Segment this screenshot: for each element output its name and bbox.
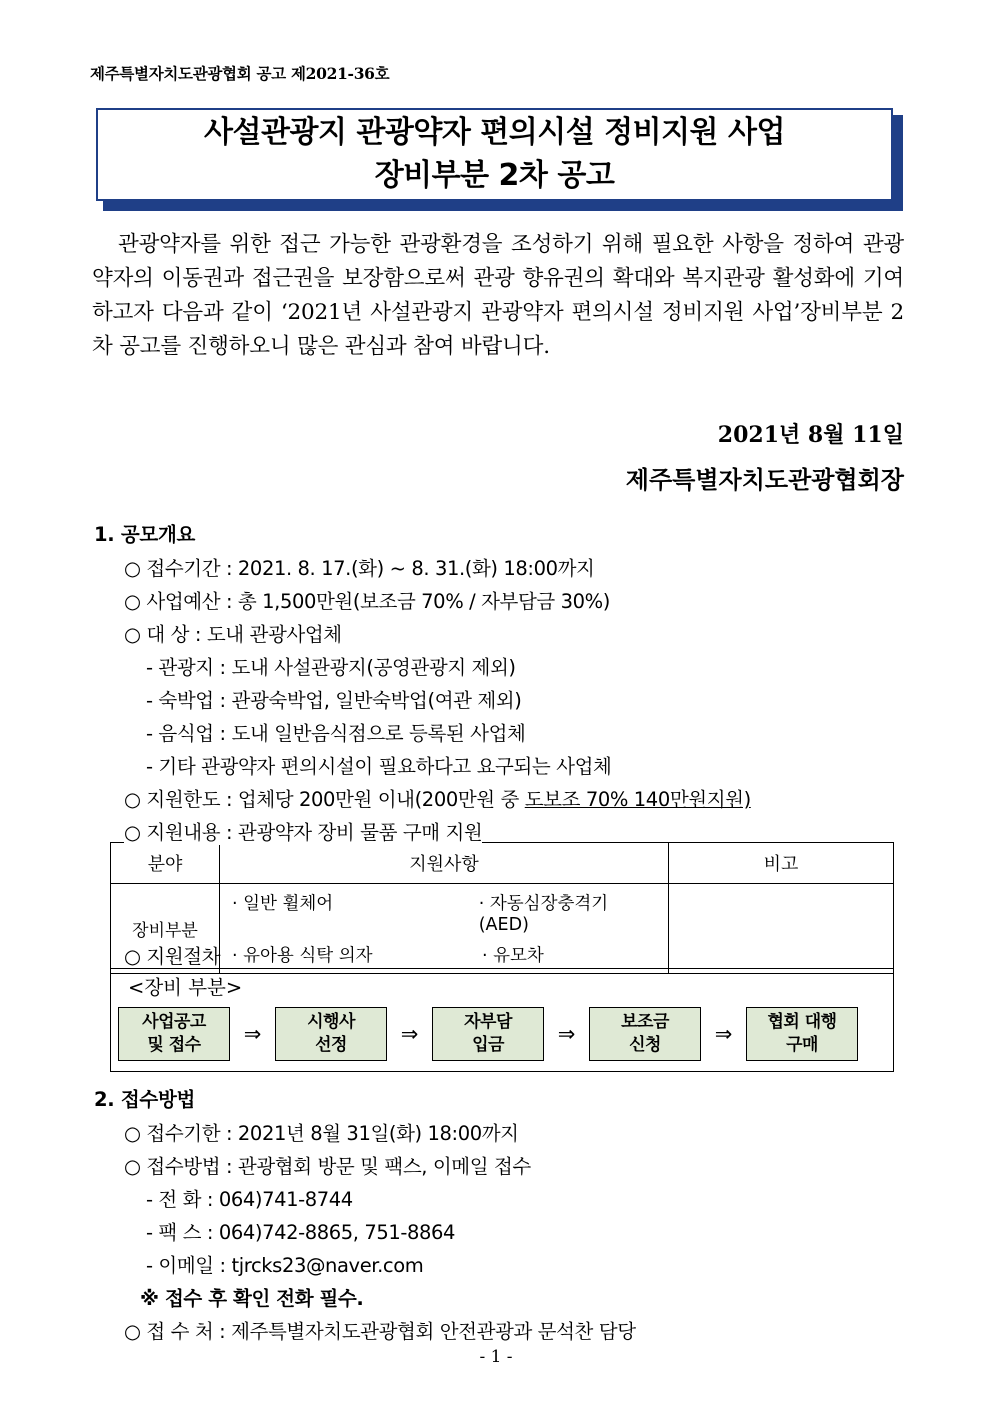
- flow-arrow-2: ⇒: [400, 1022, 419, 1046]
- table-cell-category: 장비부분: [111, 884, 220, 974]
- item-left-1: · 일반 휠체어: [232, 894, 334, 914]
- table-header-row: [111, 843, 894, 884]
- flow-step-5-line1: 협회 대행: [767, 1012, 837, 1033]
- item-row-1: [232, 890, 656, 935]
- document-number: 제주특별자치도관광협회 공고 제2021-36호: [90, 64, 390, 83]
- table-header-support: 지원사항: [220, 843, 669, 884]
- flow-step-1: [118, 1007, 230, 1061]
- section-2-item-4: - 이메일 : tjrcks23@naver.com: [146, 1254, 424, 1277]
- flow-step-5: [746, 1007, 858, 1061]
- section-1-item-2: ○ 대 상 : 도내 관광사업체: [124, 623, 342, 646]
- flow-step-2: [275, 1007, 387, 1061]
- section-1-item-4: - 숙박업 : 관광숙박업, 일반숙박업(여관 제외): [146, 689, 522, 712]
- support-limit-prefix: ○ 지원한도 : 업체당 200만원 이내(200만원 중: [124, 788, 525, 811]
- title-line-2: 장비부분 2차 공고: [374, 157, 615, 193]
- flow-step-2-line2: 선정: [315, 1035, 347, 1055]
- section-2-item-0: ○ 접수기한 : 2021년 8월 31일(화) 18:00까지: [124, 1122, 519, 1145]
- section-2-item-1: ○ 접수방법 : 관광협회 방문 및 팩스, 이메일 접수: [124, 1155, 531, 1178]
- item-grid: [232, 890, 656, 967]
- title-line-1: 사설관광지 관광약자 편의시설 정비지원 사업: [204, 114, 785, 150]
- item-row-2: [232, 942, 656, 967]
- table-header-note: 비고: [669, 843, 894, 884]
- flow-step-3-line2: 입금: [472, 1035, 504, 1055]
- table-cell-note: [669, 884, 894, 974]
- flow-step-3: [432, 1007, 544, 1061]
- flow-arrow-4: ⇒: [714, 1022, 733, 1046]
- flow-steps: [118, 1007, 858, 1061]
- flow-step-1-line1: 사업공고: [142, 1012, 206, 1033]
- flow-step-3-line1: 자부담: [464, 1012, 512, 1033]
- section-2-item-3: - 팩 스 : 064)742-8865, 751-8864: [146, 1221, 456, 1244]
- flow-step-4-line1: 보조금: [621, 1012, 669, 1033]
- flow-step-5-line2: 구매: [786, 1035, 818, 1055]
- page-number: - 1 -: [479, 1347, 513, 1367]
- flow-step-4-line2: 신청: [629, 1035, 661, 1055]
- section-1-heading: 1. 공모개요: [94, 523, 196, 546]
- table-row: [111, 884, 894, 974]
- table-header-field: 분야: [111, 843, 220, 884]
- flow-step-4: [589, 1007, 701, 1061]
- section-1-procedure-label: ○ 지원절차: [124, 945, 221, 968]
- item-left-2: · 유아용 식탁 의자: [232, 946, 373, 966]
- title-box: [96, 108, 893, 201]
- section-2-item-6: ○ 접 수 처 : 제주특별자치도관광협회 안전관광과 문석찬 담당: [124, 1320, 636, 1343]
- item-right-2: · 유모차: [482, 946, 544, 966]
- section-1-item-0: ○ 접수기간 : 2021. 8. 17.(화) ~ 8. 31.(화) 18:00까지: [124, 557, 595, 580]
- section-1-support-limit: [124, 784, 751, 812]
- title-banner: [96, 108, 896, 206]
- table-cell-items: [220, 884, 669, 974]
- section-2-notice: ※ 접수 후 확인 전화 필수.: [140, 1287, 364, 1310]
- section-1-item-3: - 관광지 : 도내 사설관광지(공영관광지 제외): [146, 656, 516, 679]
- support-table: [110, 842, 894, 974]
- section-1-item-5: - 음식업 : 도내 일반음식점으로 등록된 사업체: [146, 722, 526, 745]
- section-1-item-1: ○ 사업예산 : 총 1,500만원(보조금 70% / 자부담금 30%): [124, 590, 610, 613]
- intro-text: 관광약자를 위한 접근 가능한 관광환경을 조성하기 위해 필요한 사항을 정하여 관광약자의 이동권과 접근권을 보장함으로써 관광 향유권의 확대와 복지관광 활성화에 기여하고자 다음과 같이 ‘2021년 사설관광지 관광약자 편의시설 정비지원 사업’장비부분 2차 공고를 진행하오니 많은 관심과 참여 바랍니다.: [92, 232, 904, 359]
- flow-diagram-label: <장비 부분>: [128, 976, 243, 999]
- section-1-support-content: ○ 지원내용 : 관광약자 장비 물품 구매 지원: [124, 817, 482, 845]
- issue-date: 2021년 8월 11일: [717, 422, 904, 448]
- support-limit-underlined: 도보조 70% 140만원지원): [524, 788, 751, 811]
- flow-arrow-1: ⇒: [243, 1022, 262, 1046]
- flow-step-1-line2: 및 접수: [147, 1035, 201, 1055]
- section-1-item-6: - 기타 관광약자 편의시설이 필요하다고 요구되는 사업체: [146, 755, 612, 778]
- section-2-heading: 2. 접수방법: [94, 1088, 196, 1111]
- flow-step-2-line1: 시행사: [307, 1012, 355, 1033]
- section-2-item-2: - 전 화 : 064)741-8744: [146, 1188, 353, 1211]
- item-right-1: · 자동심장충격기(AED): [478, 894, 609, 935]
- issuing-organization: 제주특별자치도관광협회장: [625, 465, 904, 494]
- flow-arrow-3: ⇒: [557, 1022, 576, 1046]
- intro-paragraph: [92, 228, 904, 364]
